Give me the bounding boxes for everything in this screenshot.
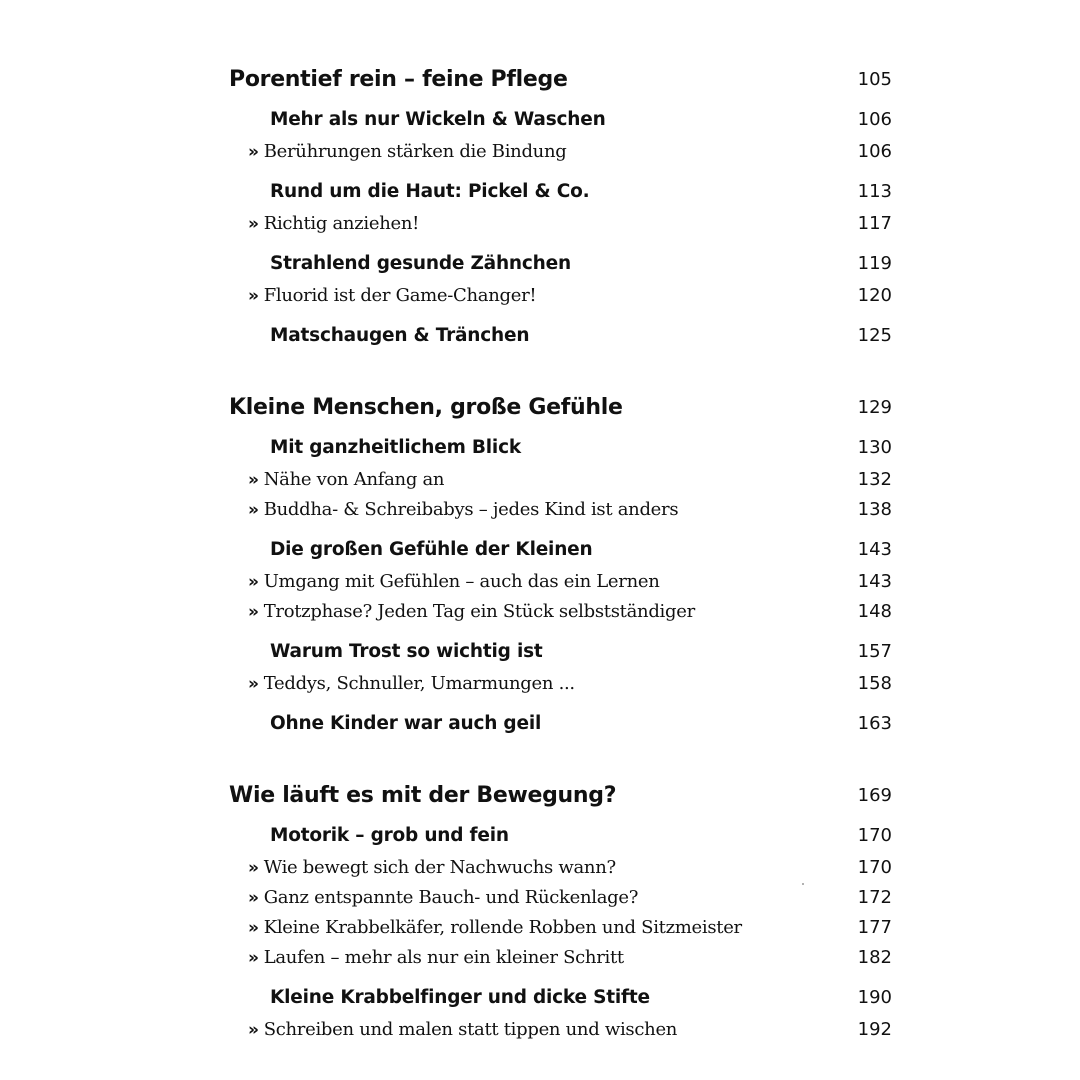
page-number: 106 <box>857 141 892 162</box>
page-number: 119 <box>857 253 892 274</box>
toc-item-row <box>0 464 1080 496</box>
page-number: 170 <box>857 825 892 846</box>
toc-item-title <box>248 208 419 240</box>
entry-title-text: Schreiben und malen statt tippen und wischen <box>263 1019 678 1040</box>
toc-section-row <box>0 176 1080 208</box>
guillemet-bullet-icon: » <box>248 286 259 306</box>
entry-title-text: Rund um die Haut: Pickel & Co. <box>270 181 590 202</box>
page-number: 148 <box>857 601 892 622</box>
toc-item-row <box>0 596 1080 628</box>
page-number: 170 <box>857 857 892 878</box>
entry-title-text: Kleine Menschen, große Gefühle <box>229 395 623 420</box>
toc-item-row <box>0 668 1080 700</box>
toc-section-title <box>270 432 521 464</box>
entry-title-text: Fluorid ist der Game-Changer! <box>263 285 537 306</box>
guillemet-bullet-icon: » <box>248 858 259 878</box>
page-number: 163 <box>857 713 892 734</box>
toc-section-title <box>270 636 543 668</box>
toc-section-title <box>270 708 541 740</box>
toc-item-row <box>0 208 1080 240</box>
toc-section-title <box>270 248 571 280</box>
entry-title-text: Ganz entspannte Bauch- und Rückenlage? <box>263 887 639 908</box>
page-number: 130 <box>857 437 892 458</box>
toc-chapter-title <box>229 780 616 812</box>
page-number: 138 <box>857 499 892 520</box>
entry-title-text: Strahlend gesunde Zähnchen <box>270 253 571 274</box>
toc-item-title <box>248 882 638 914</box>
toc-section-title <box>270 104 606 136</box>
toc-item-row <box>0 280 1080 312</box>
page-number: 132 <box>857 469 892 490</box>
entry-title-text: Umgang mit Gefühlen – auch das ein Lernen <box>263 571 660 592</box>
entry-title-text: Porentief rein – feine Pflege <box>229 67 568 92</box>
entry-title-text: Trotzphase? Jeden Tag ein Stück selbstständiger <box>263 601 695 622</box>
toc-section-title <box>270 820 509 852</box>
scan-speck <box>802 883 804 885</box>
page-number: 117 <box>857 213 892 234</box>
page-number: 169 <box>857 785 892 806</box>
guillemet-bullet-icon: » <box>248 470 259 490</box>
page-number: 177 <box>857 917 892 938</box>
page-number: 105 <box>857 69 892 90</box>
toc-section-title <box>270 320 529 352</box>
toc-item-title <box>248 912 742 944</box>
page-number: 143 <box>857 571 892 592</box>
toc-item-title <box>248 280 536 312</box>
entry-title-text: Kleine Krabbelfinger und dicke Stifte <box>270 987 650 1008</box>
toc-chapter-title <box>229 64 568 96</box>
entry-title-text: Motorik – grob und fein <box>270 825 509 846</box>
toc-section-title <box>270 982 650 1014</box>
entry-title-text: Ohne Kinder war auch geil <box>270 713 542 734</box>
guillemet-bullet-icon: » <box>248 918 259 938</box>
toc-item-title <box>248 136 566 168</box>
toc-item-row <box>0 566 1080 598</box>
page-number: 157 <box>857 641 892 662</box>
page-number: 172 <box>857 887 892 908</box>
entry-title-text: Wie läuft es mit der Bewegung? <box>229 783 617 808</box>
toc-item-row <box>0 1014 1080 1046</box>
toc-section-row <box>0 320 1080 352</box>
page-number: 125 <box>857 325 892 346</box>
toc-section-row <box>0 708 1080 740</box>
toc-item-title <box>248 1014 677 1046</box>
toc-item-row <box>0 136 1080 168</box>
guillemet-bullet-icon: » <box>248 572 259 592</box>
toc-item-row <box>0 494 1080 526</box>
guillemet-bullet-icon: » <box>248 674 259 694</box>
toc-section-row <box>0 104 1080 136</box>
toc-item-title <box>248 668 575 700</box>
toc-item-title <box>248 942 624 974</box>
page-number: 113 <box>857 181 892 202</box>
entry-title-text: Die großen Gefühle der Kleinen <box>270 539 593 560</box>
guillemet-bullet-icon: » <box>248 214 259 234</box>
entry-title-text: Teddys, Schnuller, Umarmungen ... <box>263 673 575 694</box>
guillemet-bullet-icon: » <box>248 888 259 908</box>
toc-item-row <box>0 942 1080 974</box>
entry-title-text: Mehr als nur Wickeln & Waschen <box>270 109 606 130</box>
toc-chapter-title <box>229 392 623 424</box>
toc-chapter-row <box>0 64 1080 96</box>
toc-item-title <box>248 596 695 628</box>
toc-section-row <box>0 982 1080 1014</box>
page-number: 143 <box>857 539 892 560</box>
page-number: 129 <box>857 397 892 418</box>
toc-chapter-row <box>0 780 1080 812</box>
guillemet-bullet-icon: » <box>248 500 259 520</box>
entry-title-text: Nähe von Anfang an <box>263 469 445 490</box>
entry-title-text: Laufen – mehr als nur ein kleiner Schritt <box>263 947 624 968</box>
entry-title-text: Wie bewegt sich der Nachwuchs wann? <box>263 857 616 878</box>
page-number: 192 <box>857 1019 892 1040</box>
entry-title-text: Kleine Krabbelkäfer, rollende Robben und Sitzmeister <box>263 917 742 938</box>
guillemet-bullet-icon: » <box>248 142 259 162</box>
toc-item-title <box>248 494 678 526</box>
entry-title-text: Matschaugen & Tränchen <box>270 325 530 346</box>
toc-item-title <box>248 852 616 884</box>
entry-title-text: Richtig anziehen! <box>263 213 420 234</box>
guillemet-bullet-icon: » <box>248 602 259 622</box>
toc-chapter-row <box>0 392 1080 424</box>
page-number: 182 <box>857 947 892 968</box>
entry-title-text: Mit ganzheitlichem Blick <box>270 437 521 458</box>
toc-item-row <box>0 852 1080 884</box>
toc-section-row <box>0 534 1080 566</box>
guillemet-bullet-icon: » <box>248 948 259 968</box>
toc-section-title <box>270 534 592 566</box>
entry-title-text: Warum Trost so wichtig ist <box>270 641 543 662</box>
toc-item-row <box>0 882 1080 914</box>
page-number: 106 <box>857 109 892 130</box>
entry-title-text: Berührungen stärken die Bindung <box>263 141 567 162</box>
page-number: 120 <box>857 285 892 306</box>
toc-section-row <box>0 248 1080 280</box>
toc-section-title <box>270 176 589 208</box>
guillemet-bullet-icon: » <box>248 1020 259 1040</box>
toc-item-title <box>248 464 444 496</box>
toc-item-row <box>0 912 1080 944</box>
page-number: 190 <box>857 987 892 1008</box>
toc-item-title <box>248 566 660 598</box>
page-number: 158 <box>857 673 892 694</box>
toc-section-row <box>0 432 1080 464</box>
toc-section-row <box>0 636 1080 668</box>
entry-title-text: Buddha- & Schreibabys – jedes Kind ist anders <box>263 499 679 520</box>
toc-section-row <box>0 820 1080 852</box>
